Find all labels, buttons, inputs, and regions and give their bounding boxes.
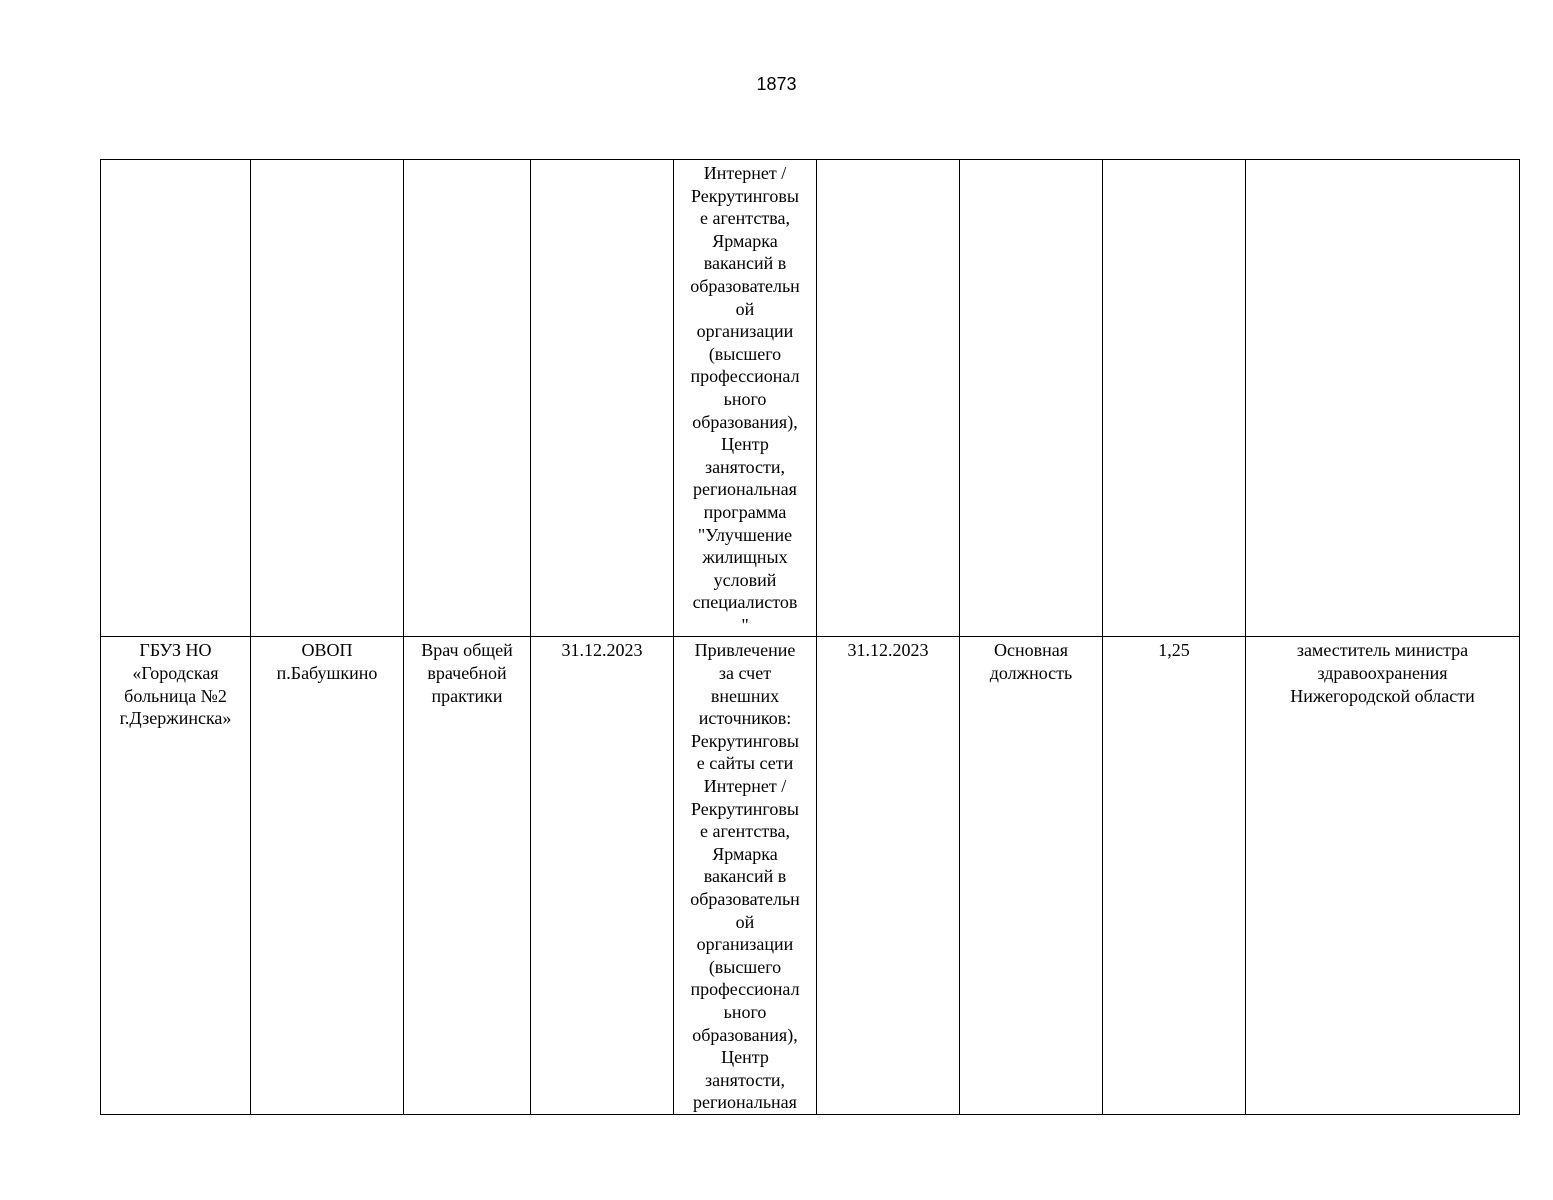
cell-rate: 1,25 bbox=[1103, 637, 1246, 1114]
cell-rate bbox=[1103, 160, 1246, 637]
cell-responsible: заместитель министра здравоохранения Нижегородской области bbox=[1246, 637, 1520, 1114]
cell-institution bbox=[101, 160, 251, 637]
cell-position bbox=[404, 160, 531, 637]
cell-institution: ГБУЗ НО «Городская больница №2 г.Дзержинска» bbox=[101, 637, 251, 1114]
cell-position: Врач общей врачебной практики bbox=[404, 637, 531, 1114]
document-table bbox=[100, 159, 1520, 1115]
table-row bbox=[101, 160, 1520, 637]
table-row bbox=[101, 637, 1520, 1114]
cell-recruitment-sources: Привлечение за счет внешних источников: Рекрутинговы е сайты сети Интернет / Рекрутинговы е агентства, Ярмарка вакансий в образовательн ой организации (высшего профессионал ьного образования), Центр занятости, региональная bbox=[674, 637, 817, 1114]
cell-date-start bbox=[531, 160, 674, 637]
cell-employment-type bbox=[960, 160, 1103, 637]
cell-employment-type: Основная должность bbox=[960, 637, 1103, 1114]
cell-recruitment-sources: Интернет / Рекрутинговы е агентства, Ярмарка вакансий в образовательн ой организации (высшего профессионал ьного образования), Центр занятости, региональная программа "Улучшение жилищных условий специалистов " bbox=[674, 160, 817, 637]
cell-date-end: 31.12.2023 bbox=[817, 637, 960, 1114]
cell-date-end bbox=[817, 160, 960, 637]
cell-department bbox=[251, 160, 404, 637]
cell-responsible bbox=[1246, 160, 1520, 637]
cell-date-start: 31.12.2023 bbox=[531, 637, 674, 1114]
page-number: 1873 bbox=[756, 74, 797, 94]
cell-department: ОВОП п.Бабушкино bbox=[251, 637, 404, 1114]
